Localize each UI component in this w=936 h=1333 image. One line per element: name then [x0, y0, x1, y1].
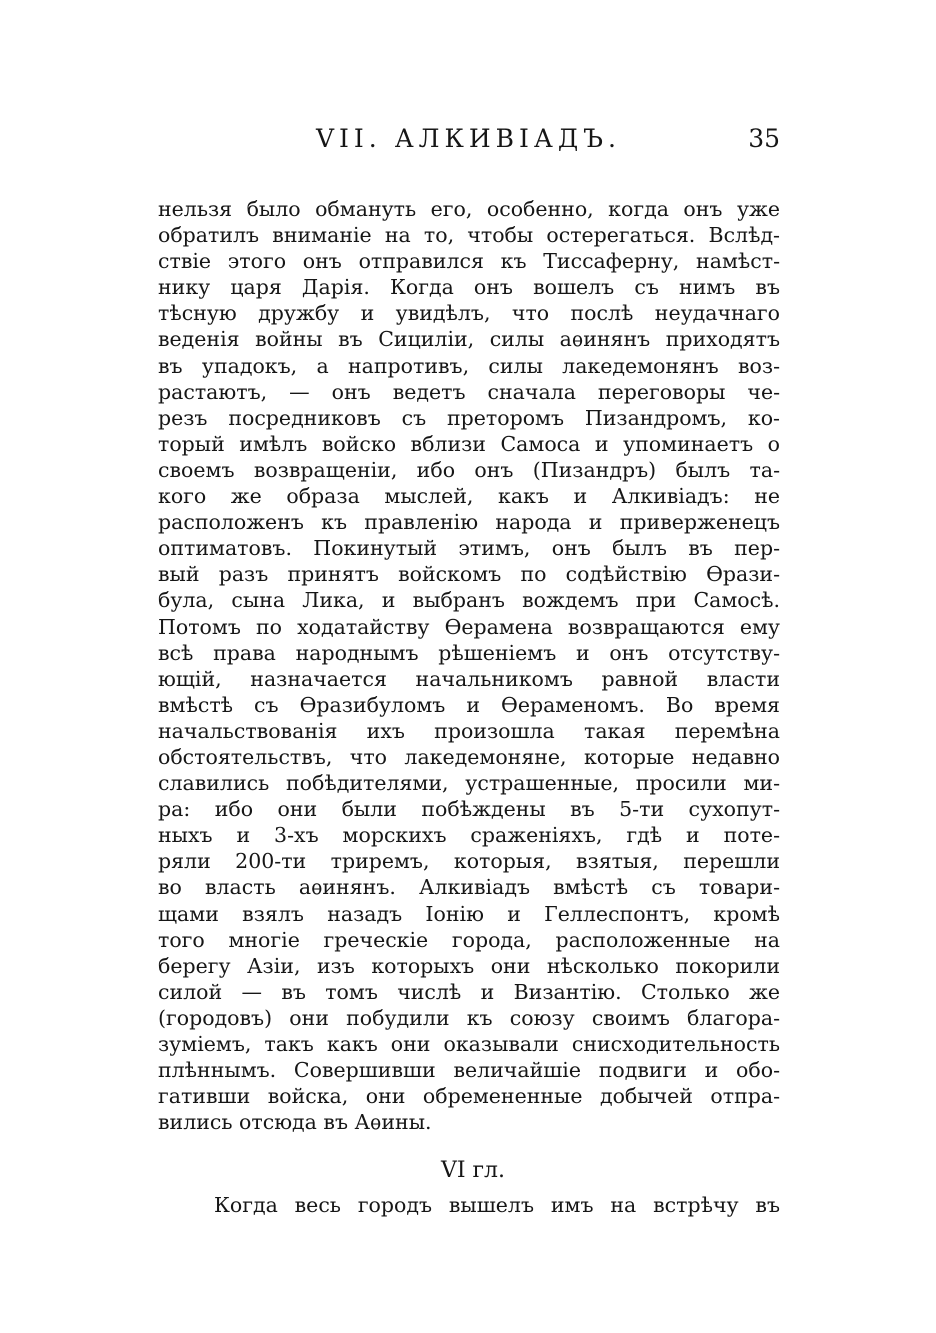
text-line: своемъ возвращеніи, ибо онъ (Пизандръ) былъ та-	[158, 457, 780, 482]
text-line: гативши войска, они обремененные добычей отпра-	[158, 1084, 780, 1109]
text-line: торый имѣлъ войско вблизи Самоса и упоминаетъ о	[158, 431, 780, 456]
text-line: во власть аѳинянъ. Алкивіадъ вмѣстѣ съ товари-	[158, 875, 780, 900]
text-line: вились отсюда въ Аѳины.	[158, 1110, 432, 1135]
text-line: расположенъ къ правленію народа и приверженецъ	[158, 510, 780, 535]
text-line: славились побѣдителями, устрашенные, просили ми-	[158, 771, 780, 796]
text-line: плѣннымъ. Совершивши величайшіе подвиги и обо-	[158, 1058, 780, 1083]
running-header	[316, 124, 780, 160]
page-number: 35	[748, 124, 780, 153]
text-line: Потомъ по ходатайству Ѳерамена возвращаются ему	[158, 614, 780, 639]
text-line: того многіе греческіе города, расположенные на	[158, 927, 780, 952]
text-line: оптиматовъ. Покинутый этимъ, онъ былъ въ пер-	[158, 536, 780, 561]
text-line: растаютъ, — онъ ведетъ сначала переговоры че-	[158, 379, 780, 404]
text-line: начальствованія ихъ произошла такая перемѣна	[158, 718, 780, 743]
text-line: (городовъ) они побудили къ союзу своимъ благора-	[158, 1005, 780, 1030]
text-line: ряли 200-ти триремъ, которыя, взятыя, перешли	[158, 849, 780, 874]
text-line: обратилъ вниманіе на то, чтобы остерегаться. Вслѣд-	[158, 223, 780, 248]
text-line: тѣсную дружбу и увидѣлъ, что послѣ неудачнаго	[158, 301, 780, 326]
text-line: кого же образа мыслей, какъ и Алкивіадъ: не	[158, 484, 780, 509]
main-paragraph	[158, 196, 780, 1135]
text-line: ющій, назначается начальникомъ равной власти	[158, 666, 780, 691]
text-line: нельзя было обмануть его, особенно, когда онъ уже	[158, 197, 780, 221]
text-line: ра: ибо они были побѣждены въ 5-ти сухопут-	[158, 797, 780, 822]
text-line: нику царя Дарія. Когда онъ вошелъ съ нимъ въ	[158, 275, 780, 300]
text-line: резъ посредниковъ съ преторомъ Пизандромъ, ко-	[158, 405, 780, 430]
section-heading: VI гл.	[440, 1158, 506, 1183]
next-paragraph-first-line: Когда весь городъ вышелъ имъ на встрѣчу въ	[214, 1193, 780, 1217]
text-line: вмѣстѣ съ Ѳразибуломъ и Ѳераменомъ. Во время	[158, 692, 780, 717]
text-line: всѣ права народнымъ рѣшеніемъ и онъ отсутству-	[158, 640, 780, 665]
text-line: зуміемъ, такъ какъ они оказывали снисходительность	[158, 1032, 780, 1056]
text-line: ныхъ и 3-хъ морскихъ сраженіяхъ, гдѣ и поте-	[158, 823, 780, 848]
text-line: силой — въ томъ числѣ и Византію. Столько же	[158, 979, 780, 1004]
text-line: ствіе этого онъ отправился къ Тиссаферну, намѣст-	[158, 249, 780, 274]
text-line: обстоятельствъ, что лакедемоняне, которые недавно	[158, 744, 780, 769]
text-line: въ упадокъ, а напротивъ, силы лакедемонянъ воз-	[158, 353, 780, 378]
text-line: берегу Азіи, изъ которыхъ они нѣсколько покорили	[158, 953, 780, 978]
text-line: вый разъ принятъ войскомъ по содѣйствію Ѳрази-	[158, 562, 780, 587]
text-line: щами взялъ назадъ Іонію и Геллеспонтъ, кромѣ	[158, 901, 780, 926]
chapter-title: VII. АЛКИВІАДЪ.	[316, 124, 621, 153]
text-line: веденія войны въ Сициліи, силы аѳинянъ приходятъ	[158, 327, 780, 352]
text-line: була, сына Лика, и выбранъ вождемъ при Самосѣ.	[158, 588, 780, 613]
